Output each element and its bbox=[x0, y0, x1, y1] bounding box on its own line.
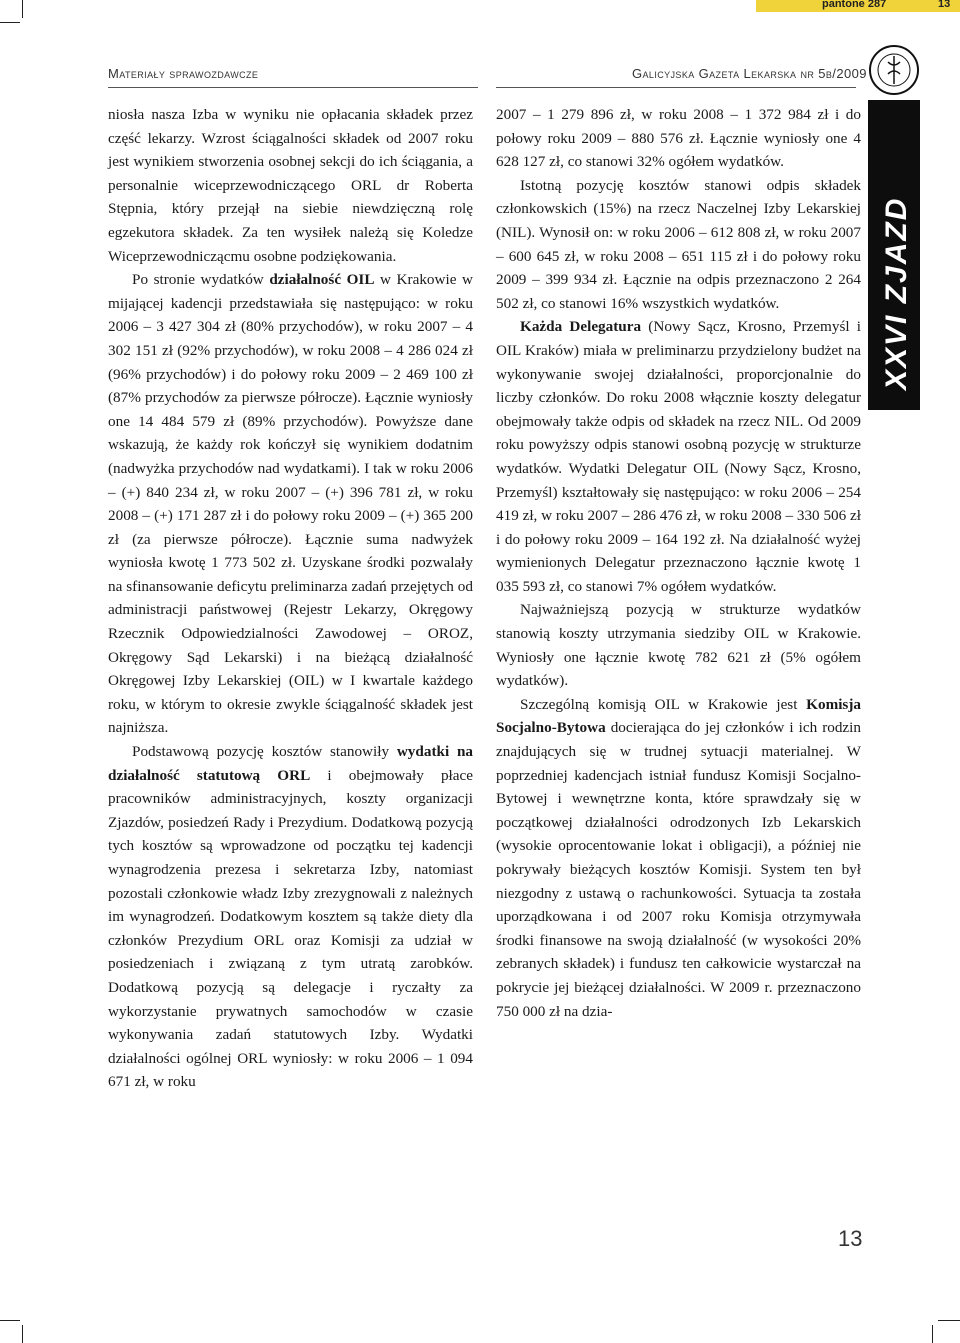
paragraph-text: niosła nasza Izba w wyniku nie opłacania składek przez część lekarzy. Wzrost ściągalności składek od 2007 roku jest wynikiem stworzenia osobnej sekcji do ich ściągania, a personalnie wiceprzewodniczącego ORL dr Roberta Stępnia, który przejął na siebie niewdzięczną rolę egzekutora składek. Za ten wysiłek należą się Koledze Wiceprzewodniczącmu osobne podziękowania. bbox=[108, 106, 473, 265]
left-column bbox=[108, 103, 473, 1094]
crop-mark bbox=[0, 22, 20, 23]
crop-mark bbox=[938, 1320, 960, 1321]
bold-term: działalność OIL bbox=[269, 271, 375, 289]
paragraph-text: Istotną pozycję kosztów stanowi odpis składek członkowskich (15%) na rzecz Naczelnej Izby Lekarskiej (NIL). Wynosił on: w roku 2006 – 612 808 zł, w roku 2007 – 600 645 zł, w roku 2008 – 651 115 zł i do połowy roku 2009 – 399 934 zł. Łącznie na odpis przeznaczono 2 264 502 zł, co stanowi 16% wszystkich wydatków. bbox=[496, 176, 861, 312]
paragraph bbox=[496, 598, 861, 692]
bold-term: Każda Delegatura bbox=[520, 318, 642, 336]
chamber-seal-icon bbox=[868, 44, 920, 96]
strip-page-number: 13 bbox=[938, 0, 951, 10]
bold-term: wydatki na działalność statutową ORL bbox=[108, 743, 473, 784]
paragraph-text: i obejmowały płace pracowników administracyjnych, koszty organizacji Zjazdów, posiedzeń Rady i Prezydium. Dodatkową pozycją tych kosztów są wprowadzone od początku tej kadencji wynagrodzenia prezesa i sekretarza Izby, natomiast pozostali członkowie władz Izby zrezygnowali z należnych im wynagrodzeń. Dodatkowym kosztem są także diety dla członków Prezydium ORL oraz Komisji za udział w posiedzeniach i związaną z tym utratą zarobków. Dodatkową pozycją są delegacje i ryczałty za wykorzystanie prywatnych samochodów w czasie wykonywania zadań statutowych Izby. Wydatki działalności ogólnej ORL wyniosły: w roku 2006 – 1 094 671 zł, w roku bbox=[108, 766, 473, 1091]
paragraph bbox=[496, 103, 861, 174]
paragraph-text: w Krakowie w mijającej kadencji przedstawiała się następująco: w roku 2006 – 3 427 304 zł (80% przychodów), w roku 2007 – 4 302 151 zł (92% przychodów), w roku 2008 – 4 286 024 zł (96% przychodów) i do połowy roku 2009 – 2 469 100 zł (87% przychodów za pierwsze półrocze). Łącznie wyniosły one 14 484 579 zł (89% przychodów). Powyższe dane wskazują, że każdy rok kończył się wynikiem dodatnim (nadwyżka przychodów nad wydatkami). I tak w roku 2006 – (+) 840 234 zł, w roku 2007 – (+) 396 781 zł, w roku 2008 – (+) 171 287 zł i do połowy roku 2009 – (+) 365 200 zł (za pierwsze półrocze). Łącznie suma nadwyżek wyniosła kwotę 1 773 502 zł. Uzyskane środki pozwalały na sfinansowanie deficytu preliminarza zadań przejętych od administracji państwowej (Rejestr Lekarzy, Okręgowy Rzecznik Odpowiedzialności Zawodowej – OROZ, Okręgowy Sąd Lekarski) i na bieżącą działalność Okręgowej Izby Lekarskiej (OIL) w I kwartale każdego roku, w którym to okresie zwykle ściągalność składek jest najniższa. bbox=[108, 271, 473, 737]
paragraph-text: Podstawową pozycję kosztów stanowiły bbox=[132, 743, 397, 761]
paragraph-text: (Nowy Sącz, Krosno, Przemyśl i OIL Kraków) miała w preliminarzu przydzielony budżet na wykonywanie swojej działalności, proporcjonalnie do liczby członków. Do roku 2008 włącznie koszty delegatur obejmowały także odpis od składek na rzecz NIL. Od 2009 roku powyższy odpis stanowi osobną pozycję w strukturze wydatków. Wydatki Delegatur OIL (Nowy Sącz, Krosno, Przemyśl) kształtowały się następująco: w roku 2006 – 254 419 zł, w roku 2007 – 286 476 zł, w roku 2008 – 330 506 zł i do połowy roku 2009 – 164 192 zł. Na działalność wyżej wymienionych Delegatur przeznaczono łącznie kwotę 1 035 593 zł, co stanowi 7% ogółem wydatków. bbox=[496, 318, 862, 595]
header-rule bbox=[108, 87, 478, 88]
crop-mark bbox=[0, 1320, 20, 1321]
paragraph bbox=[496, 693, 861, 1023]
crop-mark bbox=[932, 1325, 933, 1343]
page-number: 13 bbox=[838, 1226, 863, 1251]
paragraph bbox=[108, 103, 473, 268]
paragraph bbox=[496, 315, 861, 598]
paragraph-text: Szczególną komisją OIL w Krakowie jest bbox=[520, 695, 807, 713]
paragraph bbox=[496, 174, 861, 316]
paragraph-text: docierająca do jej członków i ich rodzin znajdujących się w trudnej sytuacji materialnej. W poprzedniej kadencjach istniał fundusz Komisji Socjalno-Bytowej i wewnętrzne konta, które sprawdzały się w początkowej działalności odrodzonych Izb Lekarskich (wysokie oprocentowanie lokat i obligacji), a później nie pokrywały bieżących kosztów Komisji. System ten był niezgodny z ustawą o rachunkowości. Sytuacja ta została uporządkowana i od 2007 roku Komisja otrzymywała środki finansowe na swoją działalność (w wysokości 20% zebranych składek) i fundusz ten całkowicie wystarczał na pokrycie jej bieżącej działalności. W 2009 r. przeznaczono 750 000 zł na dzia- bbox=[496, 719, 861, 1020]
sidebar-title: XXVI ZJAZD bbox=[880, 196, 913, 390]
paragraph-text: 2007 – 1 279 896 zł, w roku 2008 – 1 372 984 zł i do połowy roku 2009 – 880 576 zł. Łącznie wyniosły one 4 628 127 zł, co stanowi 32% ogółem wydatków. bbox=[496, 106, 861, 171]
crop-mark bbox=[22, 1325, 23, 1343]
crop-mark bbox=[22, 0, 23, 18]
paragraph-text: Najważniejszą pozycją w strukturze wydatków stanowią koszty utrzymania siedziby OIL w Krakowie. Wyniosły one łącznie kwotę 782 621 zł (5% ogółem wydatków). bbox=[496, 601, 861, 690]
paragraph bbox=[108, 740, 473, 1094]
paragraph-text: Po stronie wydatków bbox=[132, 271, 270, 289]
header-rule bbox=[496, 87, 856, 88]
paragraph bbox=[108, 268, 473, 740]
bold-term: Komisja Socjalno-Bytowa bbox=[496, 695, 861, 737]
pantone-label: pantone 287 bbox=[822, 0, 887, 10]
header-section: Materiały sprawozdawcze bbox=[108, 66, 259, 81]
right-column bbox=[496, 103, 861, 1023]
color-strip bbox=[756, 0, 960, 12]
header-journal: Galicyjska Gazeta Lekarska nr 5b/2009 bbox=[632, 66, 867, 81]
